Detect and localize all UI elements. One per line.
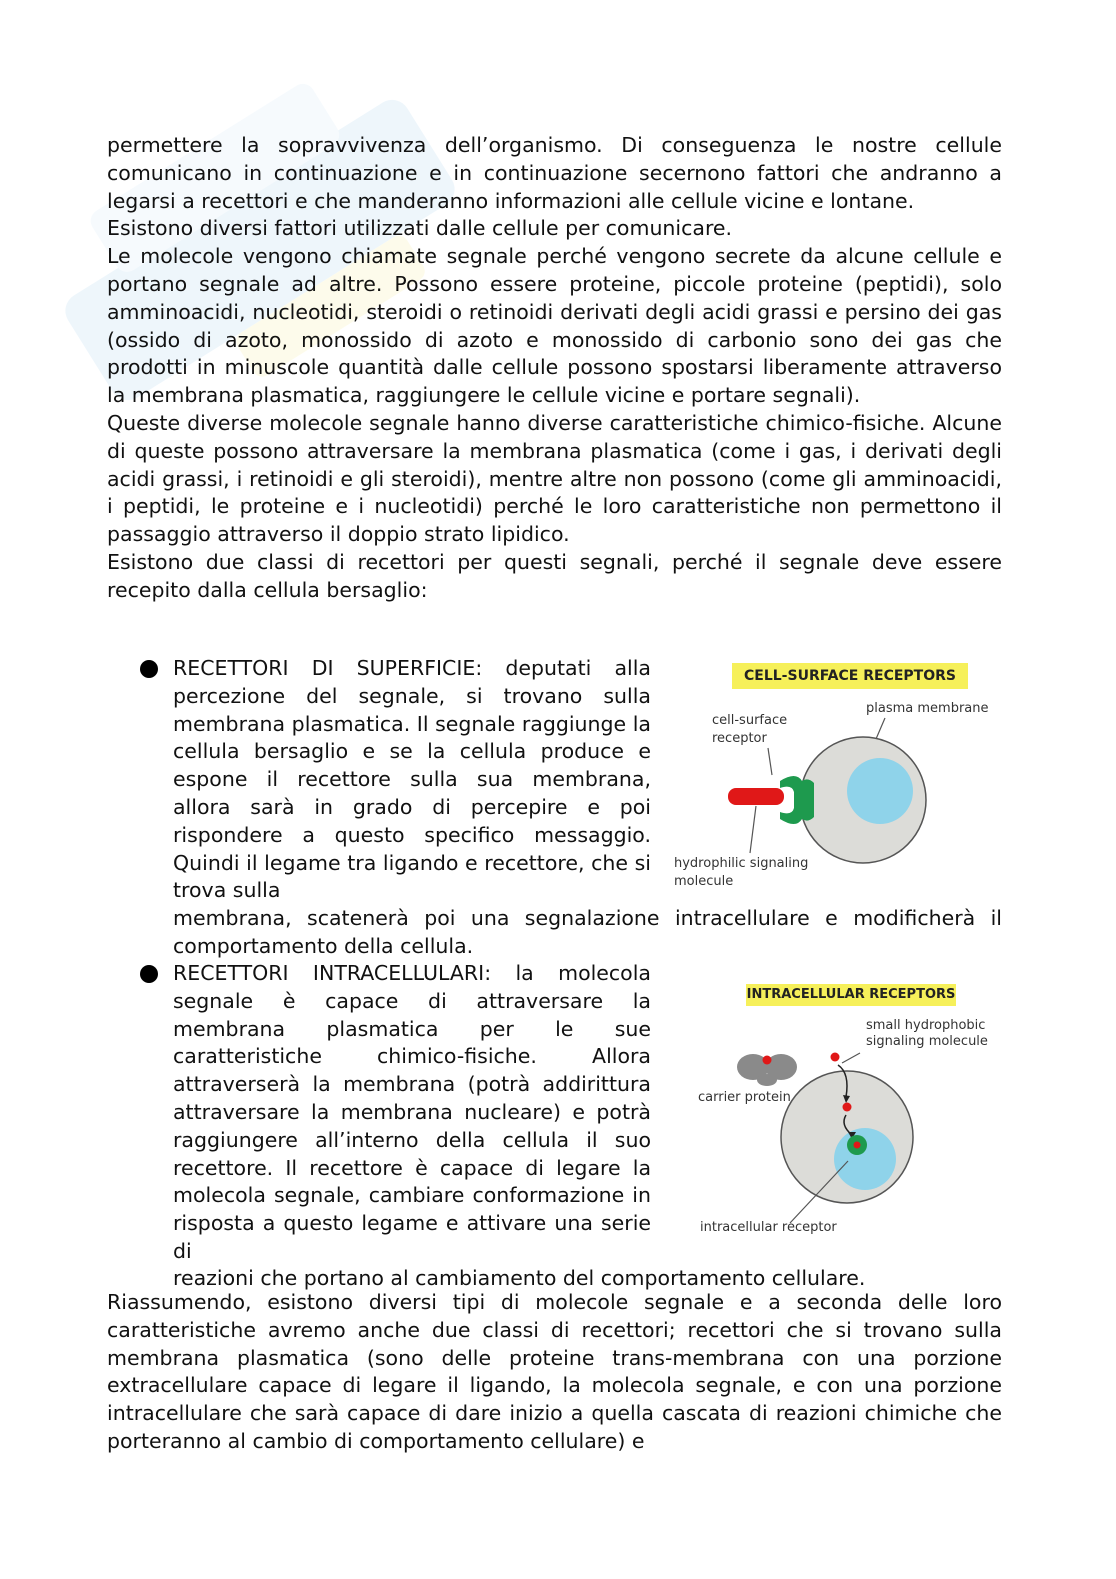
- bullet-intracellular-continuation: reazioni che portano al cambiamento del comportamento cellulare.: [173, 1266, 866, 1290]
- label-cell-surface: cell-surface: [712, 713, 788, 728]
- label-intracellular-receptor: intracellular receptor: [700, 1220, 837, 1235]
- figure-cell-surface-receptors: [670, 655, 1010, 895]
- signal-molecule-icon: [763, 1056, 772, 1065]
- label-plasma-membrane: plasma membrane: [866, 701, 989, 716]
- paragraph-signal-molecules: Le molecole vengono chiamate segnale perché vengono secrete da alcune cellule e portano segnale ad altre. Possono essere proteine, piccole proteine (peptidi), solo amminoacidi, nucleotidi, steroidi o retinoidi derivati degli acidi grassi e persino dei gas (ossido di azoto, monossido di azoto e monossido di carbonio sono dei gas che prodotti in minuscole quantità dalle cellule possono spostarsi liberamente attraverso la membrana plasmatica, raggiungere le cellule vicine e portare segnali).: [107, 244, 1002, 408]
- paragraph-factors: Esistono diversi fattori utilizzati dalle cellule per comunicare.: [107, 216, 733, 241]
- body-text-top: [107, 132, 1002, 605]
- receptor-icon: [780, 776, 814, 824]
- label-small-hydrophobic: small hydrophobic: [866, 1018, 986, 1033]
- nucleus-icon: [847, 758, 913, 824]
- figure-title: CELL-SURFACE RECEPTORS: [732, 663, 968, 689]
- bullet-intracellular-text: RECETTORI INTRACELLULARI: la molecola segnale è capace di attraversare la membrana plasmatica per le sue caratteristiche chimico-fisiche. Allora attraverserà la membrana (potrà addirittura attraversare la membrana nucleare) e potrà raggiungere all’interno della cellula il suo recettore. Il recettore è capace di legare la molecola segnale, cambiare conformazione in risposta a questo legame e attivare una serie di: [173, 961, 651, 1263]
- bullet-surface-continuation: membrana, scatenerà poi una segnalazione intracellulare e modificherà il comportamento della cellula.: [173, 906, 1002, 958]
- bullet-icon: [140, 660, 158, 678]
- cell-surface-diagram: [670, 655, 1010, 895]
- bullet-icon: [140, 965, 158, 983]
- label-receptor: receptor: [712, 731, 767, 746]
- nucleus-icon: [834, 1128, 896, 1190]
- intracellular-diagram: [670, 975, 1010, 1245]
- bullet-surface-text: RECETTORI DI SUPERFICIE: deputati alla percezione del segnale, si trovano sulla membrana plasmatica. Il segnale raggiunge la cellula bersaglio e se la cellula produce e espone il recettore sulla sua membrana, allora sarà in grado di percepire e poi rispondere a questo specifico messaggio. Quindi il legame tra ligando e recettore, che si trova sulla: [173, 656, 651, 903]
- paragraph-summary: Riassumendo, esistono diversi tipi di molecole segnale e a seconda delle loro caratteristiche avremo anche due classi di recettori; recettori che si trovano sulla membrana plasmatica (sono delle proteine trans-membrana con una porzione extracellulare capace di legare il ligando, la molecola segnale, e con una porzione intracellulare che sarà capace di dare inizio a quella cascata di reazioni chimiche che porteranno al cambio di comportamento cellulare) e: [107, 1290, 1002, 1453]
- paragraph-intro: permettere la sopravvivenza dell’organismo. Di conseguenza le nostre cellule comunicano in continuazione e in continuazione secernono fattori che andranno a legarsi a recettori e che manderanno informazioni alle cellule vicine e lontane.: [107, 133, 1002, 213]
- paragraph-receptor-classes: Esistono due classi di recettori per questi segnali, perché il segnale deve essere recepito dalla cellula bersaglio:: [107, 549, 1002, 602]
- signal-molecule-icon: [728, 788, 784, 805]
- label-signaling-molecule: signaling molecule: [866, 1034, 988, 1049]
- figure-intracellular-receptors: [670, 975, 1010, 1245]
- label-hydrophilic: hydrophilic signaling: [674, 856, 809, 871]
- body-text-bottom: [107, 1289, 1002, 1456]
- figure-title: INTRACELLULAR RECEPTORS: [746, 984, 956, 1006]
- label-carrier-protein: carrier protein: [698, 1090, 791, 1105]
- paragraph-characteristics: Queste diverse molecole segnale hanno diverse caratteristiche chimico-fisiche. Alcune di queste possono attraversare la membrana plasmatica (come i gas, i derivati degli acidi grassi, i retinoidi e gli steroidi), mentre altre non possono (come gli amminoacidi, i peptidi, le proteine e i nucleotidi) perché le loro caratteristiche non permettono il passaggio attraverso il doppio strato lipidico.: [107, 410, 1002, 547]
- label-molecule: molecule: [674, 874, 734, 889]
